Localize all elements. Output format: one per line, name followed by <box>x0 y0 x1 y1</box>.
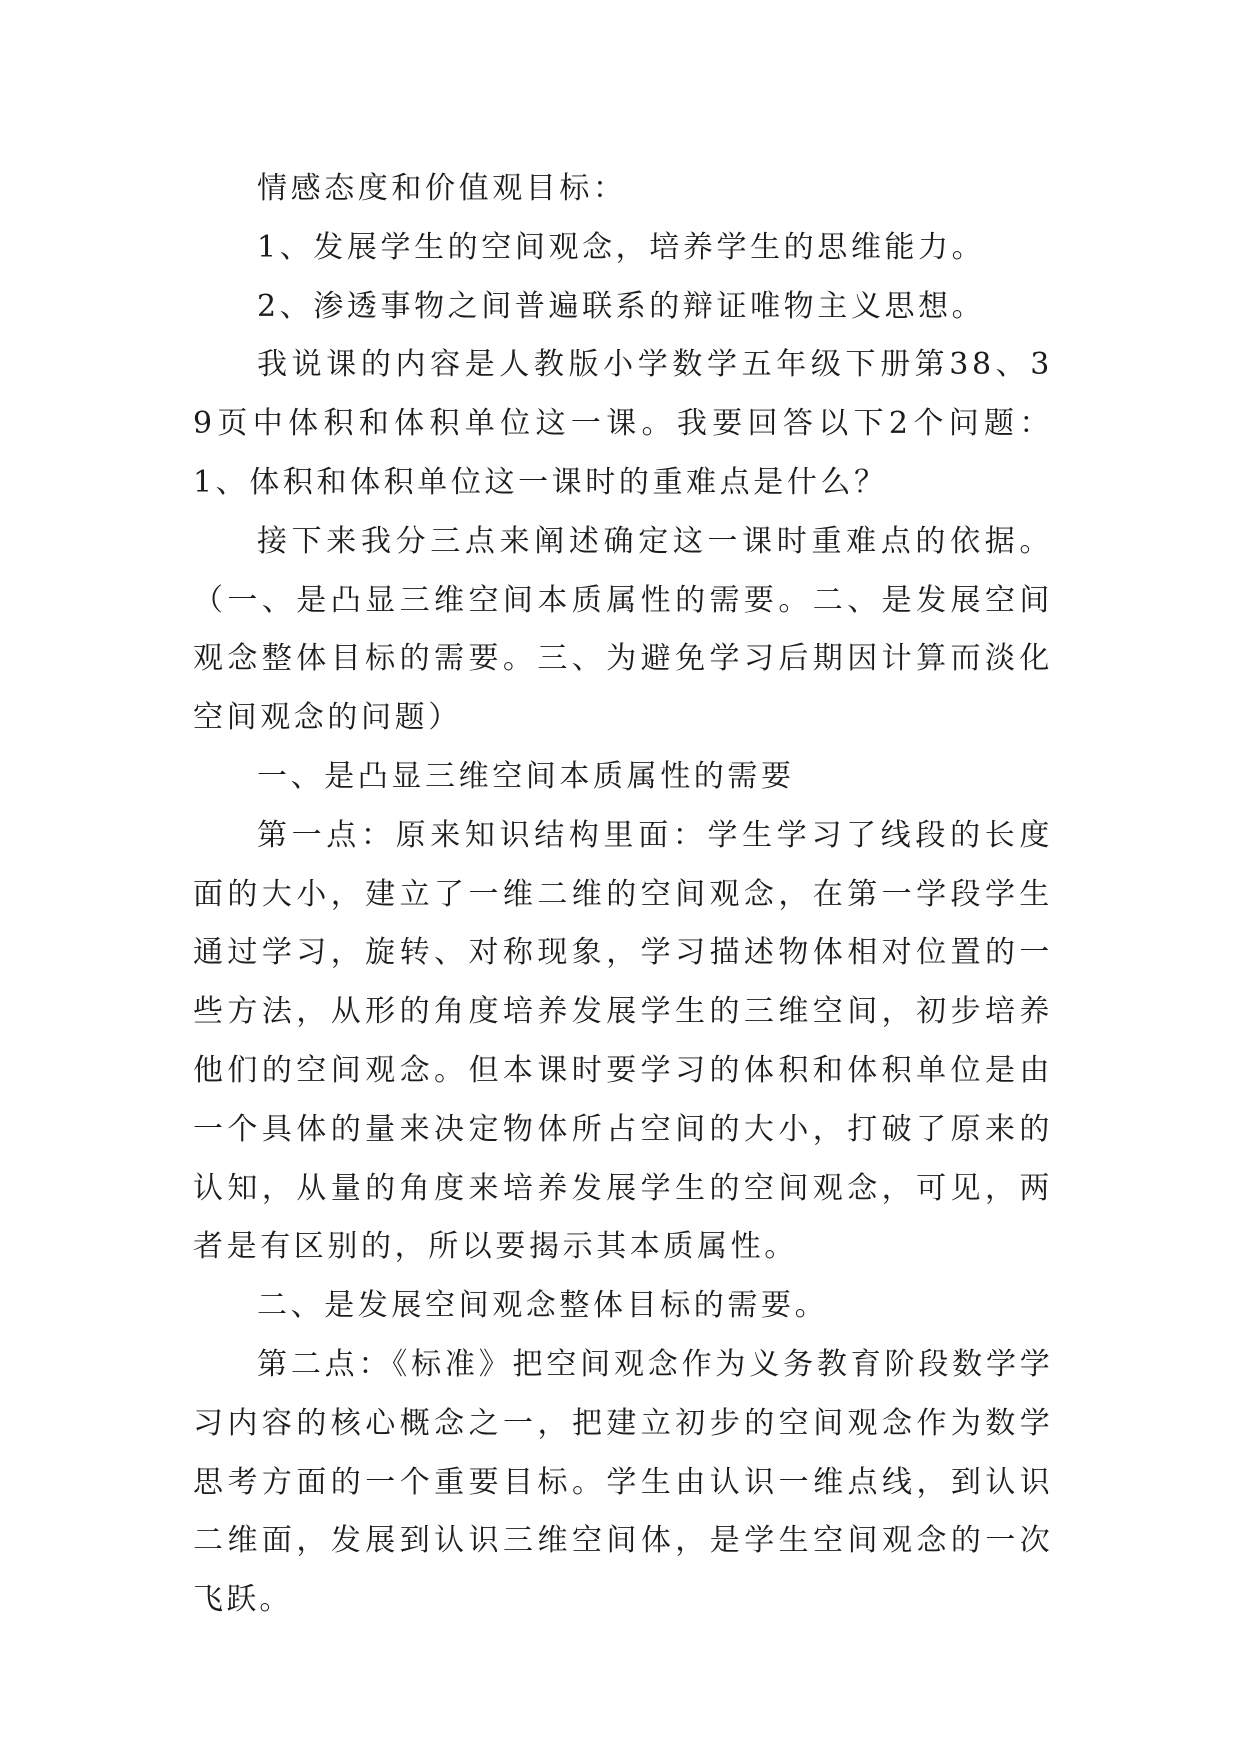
paragraph-goal-2: 2、渗透事物之间普遍联系的辩证唯物主义思想。 <box>257 288 986 324</box>
document-body <box>193 160 1053 1630</box>
paragraph-section-2-heading: 二、是发展空间观念整体目标的需要。 <box>257 1288 829 1324</box>
paragraph-point-2: 第二点：《标准》把空间观念作为义务教育阶段数学学习内容的核心概念之一，把建立初步的空间观念作为数学思考方面的一个重要目标。学生由认识一维点线，到认识二维面，发展到认识三维空间体，是学生空间观念的一次飞跃。 <box>193 1346 1053 1618</box>
paragraph-lesson-intro: 我说课的内容是人教版小学数学五年级下册第38、39页中体积和体积单位这一课。我要回答以下2个问题：1、体积和体积单位这一课时的重难点是什么？ <box>193 347 1053 500</box>
paragraph-section-1-heading: 一、是凸显三维空间本质属性的需要 <box>257 758 795 794</box>
paragraph-three-points: 接下来我分三点来阐述确定这一课时重难点的依据。（一、是凸显三维空间本质属性的需要。二、是发展空间观念整体目标的需要。三、为避免学习后期因计算而淡化空间观念的问题） <box>193 523 1053 736</box>
paragraph-emotional-goals-heading: 情感态度和价值观目标： <box>257 171 627 206</box>
paragraph-goal-1: 1、发展学生的空间观念，培养学生的思维能力。 <box>257 229 986 265</box>
paragraph-point-1: 第一点：原来知识结构里面：学生学习了线段的长度面的大小，建立了一维二维的空间观念，在第一学段学生通过学习，旋转、对称现象，学习描述物体相对位置的一些方法，从形的角度培养发展学生的三维空间，初步培养他们的空间观念。但本课时要学习的体积和体积单位是由一个具体的量来决定物体所占空间的大小，打破了原来的认知，从量的角度来培养发展学生的空间观念，可见，两者是有区别的，所以要揭示其本质属性。 <box>193 817 1053 1265</box>
